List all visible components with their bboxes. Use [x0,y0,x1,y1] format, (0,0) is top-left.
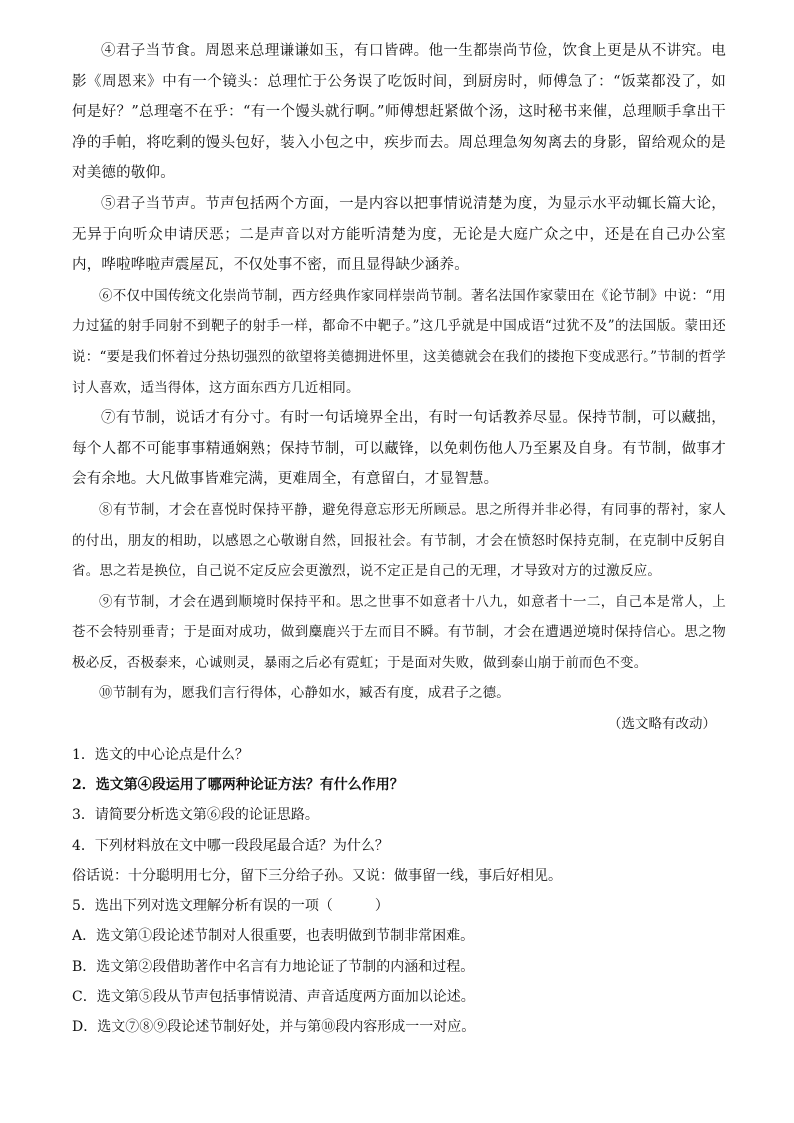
option-b: B．选文第②段借助著作中名言有力地论证了节制的内涵和过程。 [72,958,475,975]
paragraph-8: ⑧有节制，才会在喜悦时保持平静，避免得意忘形无所顾忌。思之所得并非必得，有同事的帮衬，家人的付出，朋友的相助，以感恩之心敬谢自然，回报社会。有节制，才会在愤怒时保持克制，在克制中反躬自省。思之若是换位，自己说不定反应会更激烈，说不定正是自己的无理，才导致对方的过激反应。 [72,501,726,580]
question-1: 1．选文的中心论点是什么？ [72,746,249,763]
paragraph-5: ⑤君子当节声。节声包括两个方面，一是内容以把事情说清楚为度，为显示水平动辄长篇大论，无异于向听众申请厌恶；二是声音以对方能听清楚为度，无论是大庭广众之中，还是在自己办公室内，哗啦哗啦声震屋瓦，不仅处事不密，而且显得缺少涵养。 [72,195,726,274]
source-note: （选文略有改动） [608,716,716,733]
paragraph-7: ⑦有节制，说话才有分寸。有时一句话境界全出，有时一句话教养尽显。保持节制，可以藏拙，每个人都不可能事事精通娴熟；保持节制，可以藏锋，以免刺伤他人乃至累及自身。有节制，做事才会有余地。大凡做事皆难完满，更难周全，有意留白，才显智慧。 [72,410,726,488]
question-4: 4．下列材料放在文中哪一段段尾最合适？为什么？ [72,837,389,854]
question-2: 2．选文第④段运用了哪两种论证方法？有什么作用？ [72,776,404,793]
paragraph-4: ④君子当节食。周恩来总理谦谦如玉，有口皆碑。他一生都崇尚节俭，饮食上更是从不讲究。电影《周恩来》中有一个镜头：总理忙于公务误了吃饭时间，到厨房时，师傅急了：“饭菜都没了，如何是好？”总理毫不在乎：“有一个馒头就行啊。”师傅想赶紧做个汤，这时秘书来催，总理顺手拿出干净的手帕，将吃剩的馒头包好，装入小包之中，疾步而去。周总理急匆匆离去的身影，留给观众的是对美德的敬仰。 [72,43,726,182]
question-3: 3．请简要分析选文第⑥段的论证思路。 [72,807,319,824]
option-c: C．选文第⑤段从节声包括事情说清、声音适度两方面加以论述。 [72,989,475,1006]
option-d: D．选文⑦⑧⑨段论述节制好处，并与第⑩段内容形成一一对应。 [72,1019,476,1036]
question-4-material: 俗话说：十分聪明用七分，留下三分给子孙。又说：做事留一线，事后好相见。 [72,867,562,884]
paragraph-10: ⑩节制有为，愿我们言行得体，心静如水，臧否有度，成君子之德。 [99,685,510,702]
paragraph-9: ⑨有节制，才会在遇到顺境时保持平和。思之世事不如意者十八九，如意者十一二，自己本是常人，上苍不会特别垂青；于是面对成功，做到麋鹿兴于左而目不瞬。有节制，才会在遭遇逆境时保持信心。思之物极必反，否极泰来，心诚则灵，暴雨之后必有霓虹；于是面对失败，做到泰山崩于前而色不变。 [72,593,726,671]
question-5: 5．选出下列对选文理解分析有误的一项（ ） [72,898,389,915]
document-page [72,36,726,1043]
option-a: A．选文第①段论述节制对人很重要，也表明做到节制非常困难。 [72,928,475,945]
paragraph-6: ⑥不仅中国传统文化崇尚节制，西方经典作家同样崇尚节制。著名法国作家蒙田在《论节制》中说：“用力过猛的射手同射不到靶子的射手一样，都命不中靶子。”这几乎就是中国成语“过犹不及”的法国版。蒙田还说：“要是我们怀着过分热切强烈的欲望将美德拥进怀里，这美德就会在我们的搂抱下变成恶行。”节制的哲学讨人喜欢，适当得体，这方面东西方几近相同。 [72,287,726,396]
